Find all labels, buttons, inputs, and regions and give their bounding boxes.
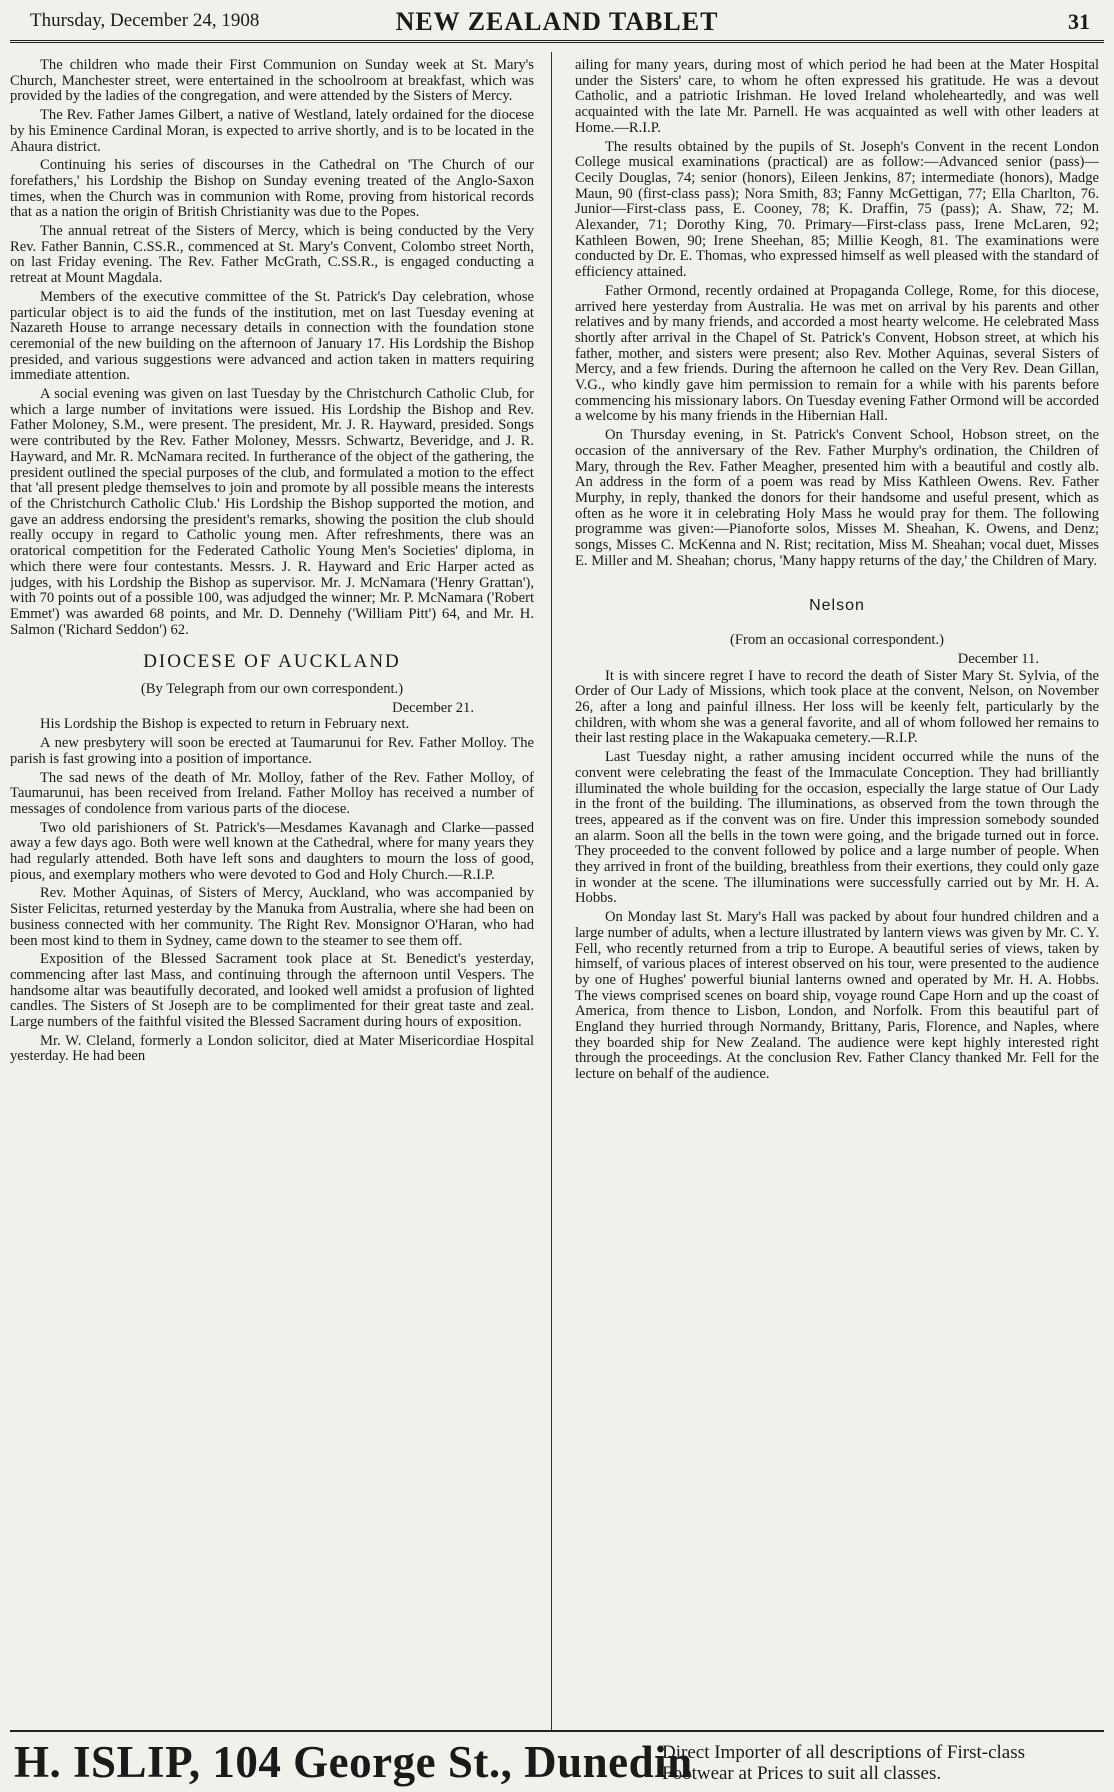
article-paragraph: The children who made their First Communion on Sunday week at St. Mary's Church, Manchester street, were entertained in the schoolroom at breakfast, which was provided by the ladies of the congregation, and were attended by the Sisters of Mercy. xyxy=(10,58,534,105)
article-paragraph: The results obtained by the pupils of St. Joseph's Convent in the recent London College musical examinations (practical) are as follow:—Advanced senior (pass)—Cecily Douglas, 74; senior (honors), Eileen Jenkins, 87; intermediate (honors), Madge Maun, 90 (first-class pass); Nora Smith, 83; Fanny McGettigan, 77; Ella Charlton, 76. Junior—First-class pass, E. Cooney, 78; K. Draffin, 75 (pass); A. Shaw, 72; M. Alexander, 71; Dorothy King, 70. Primary—First-class pass, Irene McLaren, 92; Kathleen Bowen, 90; Irene Sheehan, 85; Millie Keogh, 81. The examinations were conducted by Dr. E. Thomas, who expressed himself as well pleased with the standard of efficiency attained. xyxy=(575,138,1099,281)
article-paragraph: The Rev. Father James Gilbert, a native of Westland, lately ordained for the diocese by his Eminence Cardinal Moran, is expected to arrive shortly, and is to be located in the Ahaura district. xyxy=(10,107,534,155)
left-column xyxy=(10,58,534,1728)
article-paragraph: Two old parishioners of St. Patrick's—Mesdames Kavanagh and Clarke—passed away a few days ago. Both were well known at the Cathedral, where for many years they had regularly attended. Both have left sons and daughters to mourn the loss of good, pious, and exemplary mothers who were devoted to God and Holy Church.—R.I.P. xyxy=(10,819,534,883)
article-paragraph: A new presbytery will soon be erected at Taumarunui for Rev. Father Molloy. The parish is fast growing into a position of importance. xyxy=(10,735,534,767)
article-paragraph: Father Ormond, recently ordained at Propaganda College, Rome, for this diocese, arrived here yesterday from Australia. He was met on arrival by his parents and other relatives and by many friends, and accorded a most hearty welcome. He celebrated Mass shortly after arrival in the Chapel of St. Patrick's Convent, Hobson street, at which his father, mother, and sisters were present; also Rev. Mother Aquinas, several Sisters of Mercy, and a few friends. During the afternoon he called on the Very Rev. Dean Gillan, V.G., who kindly gave him permission to remain for a while with his parents before commencing his missionary labors. On Tuesday evening Father Ormond will be accorded a welcome by his many friends in the Hibernian Hall. xyxy=(575,282,1099,425)
correspondent-byline: (By Telegraph from our own correspondent.) xyxy=(140,681,404,698)
section-heading-nelson: Nelson xyxy=(809,596,865,614)
article-paragraph: A social evening was given on last Tuesday by the Christchurch Catholic Club, for which a large number of invitations were issued. His Lordship the Bishop and Rev. Father Moloney, S.M., were present. The president, Mr. J. R. Hayward, presided. Songs were contributed by the Rev. Father Moloney, Messrs. Schwartz, Beveridge, and J. R. Hayward, and Mr. R. McNamara recited. In furtherance of the object of the gathering, the president outlined the special purposes of the club, and formulated a motion to the effect that 'all present pledge themselves to join and promote by all possible means the interests of the Christchurch Catholic Club.' His Lordship the Bishop supported the motion, and gave an address endorsing the president's remarks, showing the position the club should really occupy in regard to Catholic young men. After refreshments, there was an oratorical competition for the Federated Catholic Young Men's Societies' diploma, in which there were four contestants. Messrs. J. R. Hayward and Eric Harper acted as judges, with his Lordship the Bishop as supervisor. Mr. J. McNamara ('Henry Grattan'), with 70 points out of a possible 100, was adjudged the winner; Mr. P. McNamara ('Robert Emmet') was awarded 68 points, and Mr. D. Dennehy ('William Pitt') 64, and Mr. H. Salmon ('Richard Seddon') 62. xyxy=(10,386,534,638)
issue-date: Thursday, December 24, 1908 xyxy=(30,10,260,31)
section-heading-auckland: DIOCESE OF AUCKLAND xyxy=(143,651,401,673)
advertiser-tagline xyxy=(662,1742,1098,1784)
right-column xyxy=(575,58,1099,1728)
continued-paragraph: ailing for many years, during most of which period he had been at the Mater Hospital under the Sisters' care, to whom he often expressed his gratitude. He was a devout Catholic, and a patriotic Irishman. He loved Ireland wholeheartedly, and was well acquainted with the late Mr. Parnell. He was acquainted as well with other leaders at Home.—R.I.P. xyxy=(575,58,1099,136)
article-paragraph: Rev. Mother Aquinas, of Sisters of Mercy, Auckland, who was accompanied by Sister Felicitas, returned yesterday by the Manuka from Australia, where she had been on business connected with her community. The Right Rev. Monsignor O'Haran, who had been most kind to them in Sydney, came down to the steamer to see them off. xyxy=(10,885,534,949)
article-paragraph: Continuing his series of discourses in the Cathedral on 'The Church of our forefathers,' his Lordship the Bishop on Sunday evening treated of the Anglo-Saxon times, when the Church was in communion with Rome, proving from historical records that as a nation the origin of British Christianity was due to the Popes. xyxy=(10,157,534,221)
article-paragraph: The sad news of the death of Mr. Molloy, father of the Rev. Father Molloy, of Taumarunui, has been received from Ireland. Father Molloy has received a number of messages of condolence from various parts of the diocese. xyxy=(10,769,534,817)
advertiser-name: H. ISLIP, 104 George St., Dunedin xyxy=(14,1737,693,1787)
newspaper-title: NEW ZEALAND TABLET xyxy=(395,7,719,36)
article-paragraph: It is with sincere regret I have to record the death of Sister Mary St. Sylvia, of the Order of Our Lady of Missions, which took place at the convent, Nelson, on November 26, after a long and painful illness. Her loss will be keenly felt, particularly by the children, with whom she was a general favorite, and all of whom followed her remains to their last resting place in the Wakapuaka cemetery.—R.I.P. xyxy=(575,667,1099,747)
article-paragraph: On Thursday evening, in St. Patrick's Convent School, Hobson street, on the occasion of the anniversary of the Rev. Father Murphy's ordination, the Children of Mary, through the Rev. Father Meagher, presented him with a beautiful and costly alb. An address in the form of a poem was read by Miss Kathleen Owens. Rev. Father Murphy, in reply, thanked the donors for their handsome and useful present, which as often as he wore it in celebrating Holy Mass he would pray for them. The following programme was given:—Pianoforte solos, Misses M. Sheahan, K. Owens, and Denz; songs, Misses C. McKenna and N. Rist; recitation, Miss M. Sheahan; vocal duet, Misses E. Miller and M. Sheahan; chorus, 'Many happy returns of the day,' the Children of Mary. xyxy=(575,427,1099,569)
footer-advertisement xyxy=(10,1730,1104,1790)
article-paragraph: On Monday last St. Mary's Hall was packed by about four hundred children and a large number of adults, when a lecture illustrated by lantern views was given by Mr. C. Y. Fell, who recently returned from a trip to Europe. A beautiful series of views, taken by himself, of various places of interest observed on his tour, were presented to the audience by one of Hughes' powerful biunial lanterns owned and operated by Mr. H. A. Hobbs. The views comprised scenes on board ship, voyage round Cape Horn and up the coast of America, from thence to Lisbon, London, and Norfolk. From this beautiful part of England they hurried through Normandy, Brittany, Paris, Florence, and Naples, where they boarded ship for New Zealand. The audience were kept highly interested right through the proceedings. At the conclusion Rev. Father Clancy thanked Mr. Fell for the lecture on behalf of the audience. xyxy=(575,909,1099,1083)
tagline-line: Footwear at Prices to suit all classes. xyxy=(662,1763,942,1784)
page-number: 31 xyxy=(1068,9,1090,34)
dateline: December 21. xyxy=(392,699,474,716)
tagline-line: Direct Importer of all descriptions of First-class xyxy=(662,1742,1026,1763)
article-paragraph: Exposition of the Blessed Sacrament took place at St. Benedict's yesterday, commencing after last Mass, and continuing through the afternoon until Vespers. The handsome altar was beautifully decorated, and looked well amidst a profusion of lighted candles. The Sisters of St Joseph are to be complimented for their great taste and zeal. Large numbers of the faithful visited the Blessed Sacrament during hours of exposition. xyxy=(10,951,534,1031)
article-paragraph: His Lordship the Bishop is expected to return in February next. xyxy=(40,716,410,733)
article-paragraph: Members of the executive committee of the St. Patrick's Day celebration, whose particular object is to aid the funds of the institution, met on last Tuesday evening at Nazareth House to arrange necessary details in connection with the foundation stone ceremonial of the new building on the afternoon of January 17. His Lordship the Bishop presided, and various suggestions were advanced and action taken in matters requiring immediate attention. xyxy=(10,288,534,384)
column-divider xyxy=(551,52,552,1730)
article-paragraph: The annual retreat of the Sisters of Mercy, which is being conducted by the Very Rev. Father Bannin, C.SS.R., commenced at St. Mary's Convent, Colombo street North, on last Friday evening. The Rev. Father McGrath, C.SS.R., is engaged conducting a retreat at Mount Magdala. xyxy=(10,223,534,287)
correspondent-byline: (From an occasional correspondent.) xyxy=(730,632,944,649)
article-paragraph: Mr. W. Cleland, formerly a London solicitor, died at Mater Misericordiae Hospital yesterday. He had been xyxy=(10,1032,534,1065)
article-paragraph: Last Tuesday night, a rather amusing incident occurred while the nuns of the convent were celebrating the feast of the Immaculate Conception. They had brilliantly illuminated the whole building for the occasion, especially the large statue of Our Lady in the front of the building. The illuminations, as observed from the town through the trees, appeared as if the convent was on fire. Under this impression somebody sounded an alarm. Soon all the bells in the town were going, and the brigade turned out in force. They proceeded to the convent followed by police and a large number of people. When they arrived in front of the building, breathless from their exertions, they could only gaze in wonder at the scene. The illuminations were successfully carried out by Mr. H. A. Hobbs. xyxy=(575,749,1099,907)
dateline: December 11. xyxy=(957,650,1039,667)
masthead xyxy=(10,4,1104,43)
